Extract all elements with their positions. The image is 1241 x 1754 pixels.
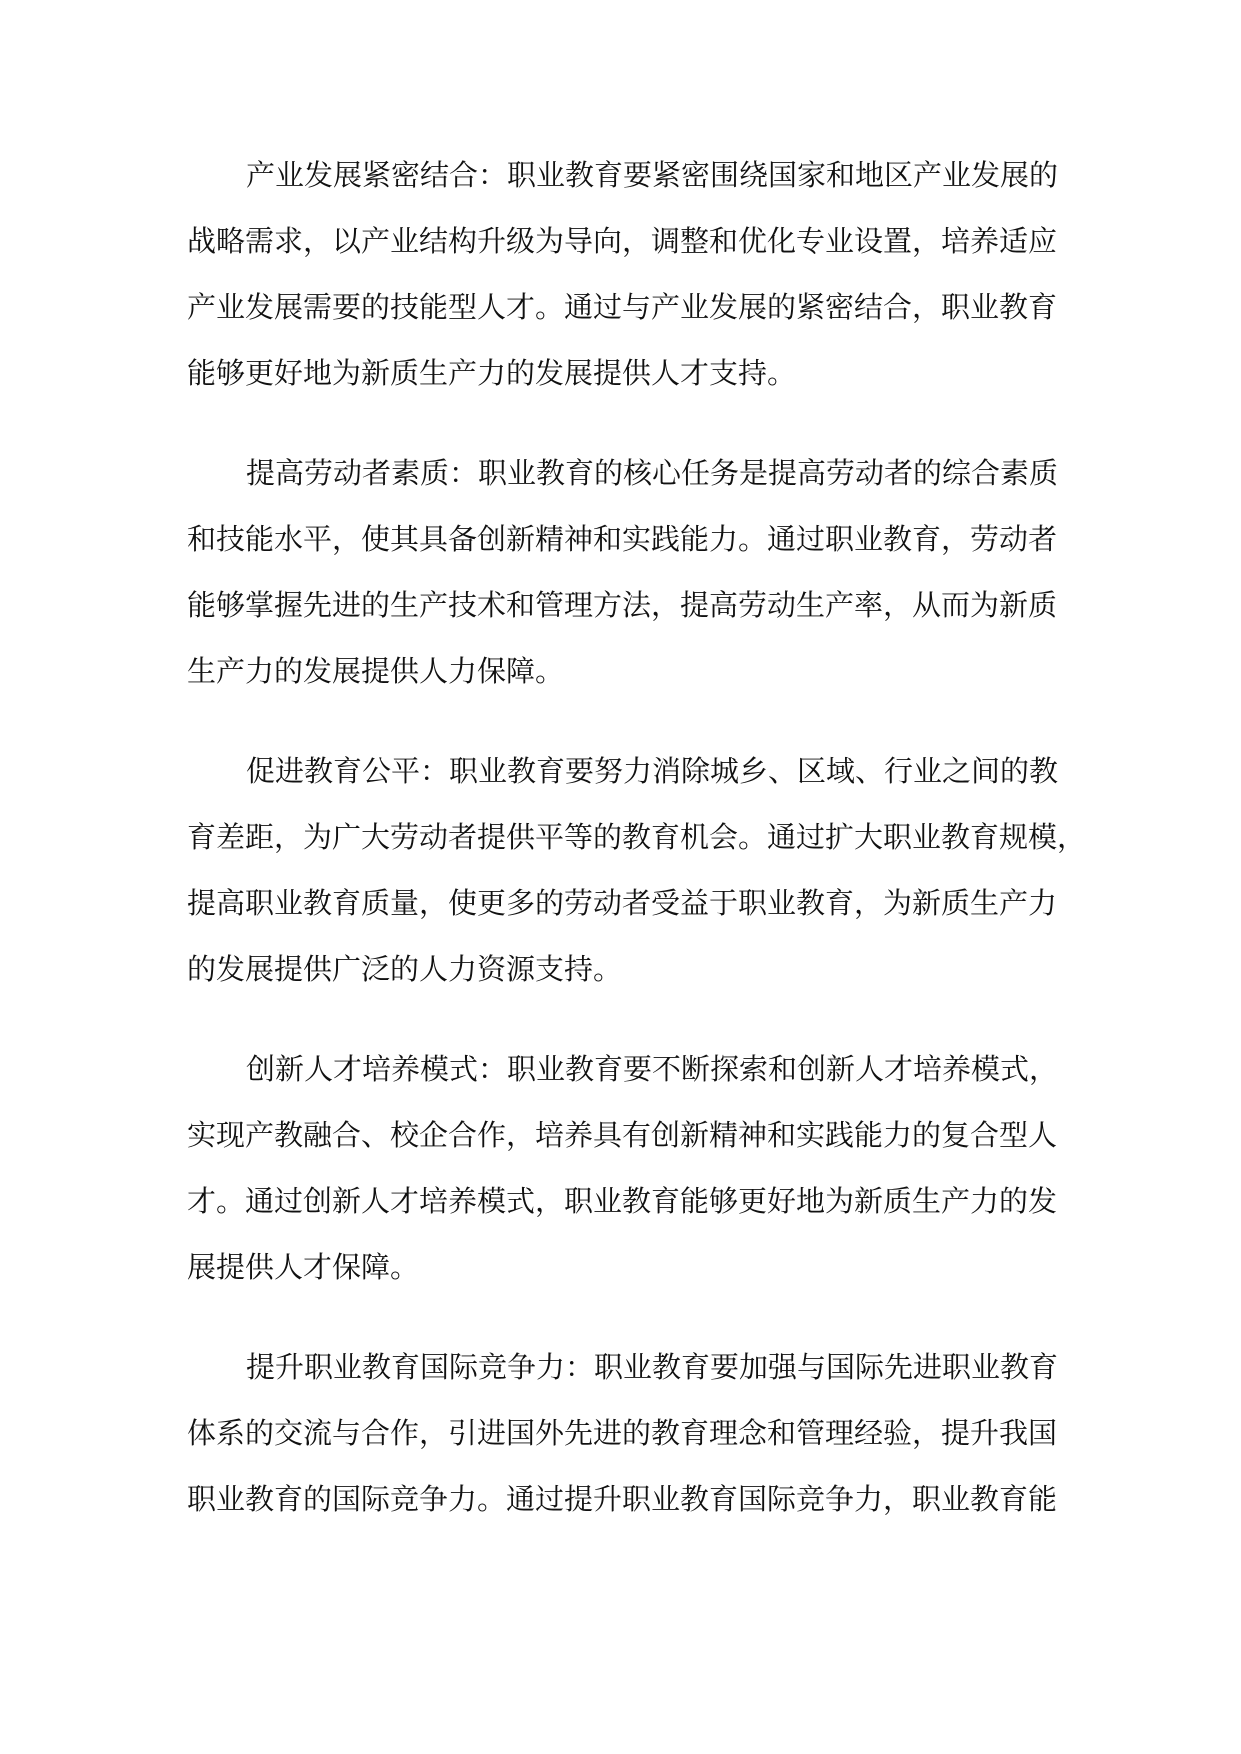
paragraph-line: 才。通过创新人才培养模式，职业教育能够更好地为新质生产力的发 [187,1184,1058,1218]
paragraph-line: 能够掌握先进的生产技术和管理方法，提高劳动生产率，从而为新质 [187,588,1058,622]
paragraph-line: 育差距，为广大劳动者提供平等的教育机会。通过扩大职业教育规模， [187,820,1087,854]
paragraph-line: 提升职业教育国际竞争力：职业教育要加强与国际先进职业教育 [246,1350,1059,1384]
paragraph-line: 的发展提供广泛的人力资源支持。 [187,952,623,986]
paragraph-line: 促进教育公平：职业教育要努力消除城乡、区域、行业之间的教 [246,754,1059,788]
paragraph-education-equity [187,738,1087,1002]
paragraph-worker-quality [187,440,1059,704]
paragraph-line: 创新人才培养模式：职业教育要不断探索和创新人才培养模式， [246,1052,1059,1086]
paragraph-line: 提高劳动者素质：职业教育的核心任务是提高劳动者的综合素质 [246,456,1059,490]
document-body [187,142,1087,1532]
paragraph-line: 职业教育的国际竞争力。通过提升职业教育国际竞争力，职业教育能 [187,1482,1058,1516]
paragraph-line: 展提供人才保障。 [187,1250,420,1284]
paragraph-line: 体系的交流与合作，引进国外先进的教育理念和管理经验，提升我国 [187,1416,1058,1450]
paragraph-line: 实现产教融合、校企合作，培养具有创新精神和实践能力的复合型人 [187,1118,1058,1152]
paragraph-line: 和技能水平，使其具备创新精神和实践能力。通过职业教育，劳动者 [187,522,1058,556]
paragraph-talent-model [187,1036,1059,1300]
paragraph-line: 产业发展需要的技能型人才。通过与产业发展的紧密结合，职业教育 [187,290,1058,324]
paragraph-industry-integration [187,142,1059,406]
paragraph-line: 能够更好地为新质生产力的发展提供人才支持。 [187,356,797,390]
paragraph-line: 提高职业教育质量，使更多的劳动者受益于职业教育，为新质生产力 [187,886,1058,920]
paragraph-line: 战略需求，以产业结构升级为导向，调整和优化专业设置，培养适应 [187,224,1058,258]
paragraph-line: 生产力的发展提供人力保障。 [187,654,565,688]
paragraph-line: 产业发展紧密结合：职业教育要紧密围绕国家和地区产业发展的 [246,158,1059,192]
paragraph-international-competitiveness [187,1334,1059,1532]
